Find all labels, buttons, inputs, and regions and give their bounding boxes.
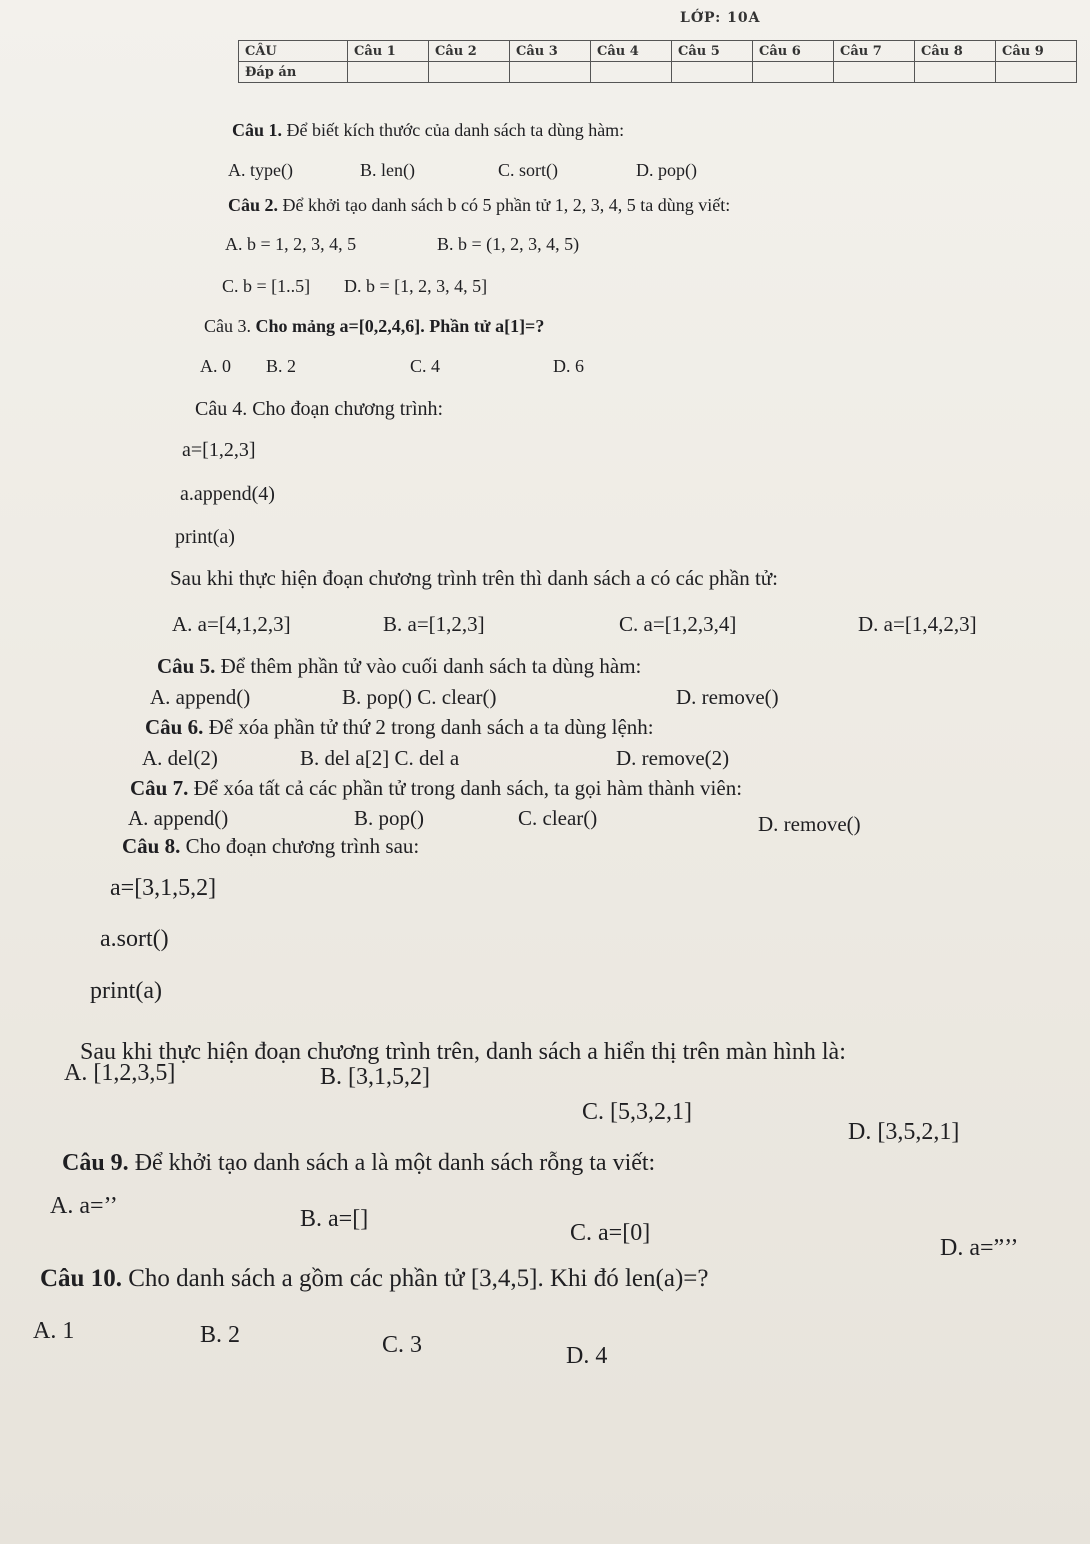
q1-option-c: C. sort() [498, 160, 558, 180]
q6-option-a: A. del(2) [142, 746, 218, 770]
answer-cell[interactable] [834, 62, 915, 83]
q2-option-d: D. b = [1, 2, 3, 4, 5] [344, 276, 488, 296]
answer-cell[interactable] [348, 62, 429, 83]
q9-option-c: C. a=[0] [570, 1220, 651, 1246]
answer-cell[interactable] [429, 62, 510, 83]
question-4-followup: Sau khi thực hiện đoạn chương trình trên thì danh sách a có các phần tử: [170, 566, 778, 590]
table-cell: Câu 4 [591, 41, 672, 62]
answer-cell[interactable] [591, 62, 672, 83]
question-number: Câu 6. [145, 715, 204, 739]
question-text: Cho đoạn chương trình sau: [185, 834, 420, 858]
q3-option-d: D. 6 [553, 356, 584, 376]
q4-option-a: A. a=[4,1,2,3] [172, 612, 291, 636]
answer-table [238, 40, 1077, 83]
q1-option-a: A. type() [228, 160, 293, 180]
q4-option-b: B. a=[1,2,3] [383, 612, 485, 636]
table-cell: Câu 3 [510, 41, 591, 62]
code-line: a=[1,2,3] [182, 439, 256, 461]
code-line: a.append(4) [180, 483, 275, 505]
question-4 [195, 398, 443, 421]
q3-option-b: B. 2 [266, 356, 297, 376]
answer-cell[interactable] [510, 62, 591, 83]
q2-option-c: C. b = [1..5] [222, 276, 311, 296]
table-cell: Câu 9 [996, 41, 1077, 62]
q3-option-a: A. 0 [200, 356, 231, 376]
table-cell: CÂU [239, 41, 348, 62]
question-3 [204, 316, 544, 337]
question-7 [130, 776, 742, 801]
class-label: LỚP: 10A [680, 10, 761, 26]
question-1 [232, 120, 624, 141]
answer-cell[interactable] [753, 62, 834, 83]
code-line: print(a) [90, 978, 162, 1004]
q2-option-a: A. b = 1, 2, 3, 4, 5 [225, 234, 357, 254]
question-text: Để thêm phần tử vào cuối danh sách ta dùng hàm: [220, 654, 642, 678]
answer-cell[interactable] [915, 62, 996, 83]
question-number: Câu 10. [40, 1265, 122, 1292]
q10-option-c: C. 3 [382, 1332, 423, 1358]
q5-option-d: D. remove() [676, 685, 779, 709]
question-number: Câu 1. [232, 120, 283, 140]
question-text: Để xóa phần tử thứ 2 trong danh sách a ta dùng lệnh: [208, 715, 654, 739]
q2-option-b: B. b = (1, 2, 3, 4, 5) [437, 234, 580, 254]
question-number: Câu 9. [62, 1150, 129, 1176]
question-number: Câu 3. [204, 316, 251, 336]
table-cell: Câu 5 [672, 41, 753, 62]
q9-option-b: B. a=[] [300, 1206, 369, 1232]
question-text: Để biết kích thước của danh sách ta dùng hàm: [286, 120, 625, 140]
question-number: Câu 5. [157, 654, 216, 678]
q7-option-a: A. append() [128, 806, 229, 830]
q4-option-d: D. a=[1,4,2,3] [858, 612, 977, 636]
question-9 [62, 1150, 655, 1177]
question-text: Cho mảng a=[0,2,4,6]. Phần tử a[1]=? [255, 316, 545, 336]
question-text: Để khởi tạo danh sách b có 5 phần tử 1, 2, 3, 4, 5 ta dùng viết: [282, 195, 731, 215]
q5-option-a: A. append() [150, 685, 251, 709]
q8-option-a: A. [1,2,3,5] [64, 1060, 176, 1086]
table-cell: Câu 7 [834, 41, 915, 62]
question-8-followup: Sau khi thực hiện đoạn chương trình trên, danh sách a hiển thị trên màn hình là: [80, 1039, 846, 1065]
answer-table-header-row [239, 41, 1077, 62]
question-text: Để khởi tạo danh sách a là một danh sách rỗng ta viết: [134, 1150, 656, 1176]
q8-option-d: D. [3,5,2,1] [848, 1119, 960, 1145]
answer-cell[interactable] [996, 62, 1077, 83]
question-number: Câu 7. [130, 776, 189, 800]
q1-option-d: D. pop() [636, 160, 697, 180]
table-cell: Câu 2 [429, 41, 510, 62]
code-line: a=[3,1,5,2] [110, 875, 217, 901]
question-10 [40, 1265, 708, 1293]
q10-option-b: B. 2 [200, 1322, 241, 1348]
q7-option-b: B. pop() [354, 806, 424, 830]
q9-option-d: D. a=”’’ [940, 1235, 1019, 1261]
q10-option-a: A. 1 [33, 1318, 75, 1344]
question-number: Câu 4. [195, 398, 248, 420]
question-8 [122, 834, 419, 859]
q7-option-d: D. remove() [758, 812, 861, 836]
table-cell: Đáp án [239, 62, 348, 83]
q6-option-bc: B. del a[2] C. del a [300, 746, 460, 770]
question-text: Cho danh sách a gồm các phần tử [3,4,5]. Khi đó len(a)=? [128, 1265, 709, 1292]
q1-option-b: B. len() [360, 160, 415, 180]
question-text: Cho đoạn chương trình: [252, 398, 444, 420]
question-5 [157, 654, 641, 679]
question-2 [228, 195, 730, 216]
q6-option-d: D. remove(2) [616, 746, 730, 770]
table-cell: Câu 1 [348, 41, 429, 62]
q3-option-c: C. 4 [410, 356, 441, 376]
code-line: print(a) [175, 526, 235, 548]
q4-option-c: C. a=[1,2,3,4] [619, 612, 737, 636]
q7-option-c: C. clear() [518, 806, 598, 830]
q9-option-a: A. a=’’ [50, 1193, 118, 1219]
q8-option-b: B. [3,1,5,2] [320, 1064, 430, 1090]
q5-option-bc: B. pop() C. clear() [342, 685, 497, 709]
answer-table-answer-row [239, 62, 1077, 83]
answer-cell[interactable] [672, 62, 753, 83]
question-6 [145, 715, 654, 740]
q10-option-d: D. 4 [566, 1343, 608, 1369]
question-text: Để xóa tất cả các phần tử trong danh sách, ta gọi hàm thành viên: [193, 776, 743, 800]
table-cell: Câu 6 [753, 41, 834, 62]
question-number: Câu 2. [228, 195, 279, 215]
code-line: a.sort() [100, 926, 169, 952]
table-cell: Câu 8 [915, 41, 996, 62]
question-number: Câu 8. [122, 834, 181, 858]
q8-option-c: C. [5,3,2,1] [582, 1099, 692, 1125]
